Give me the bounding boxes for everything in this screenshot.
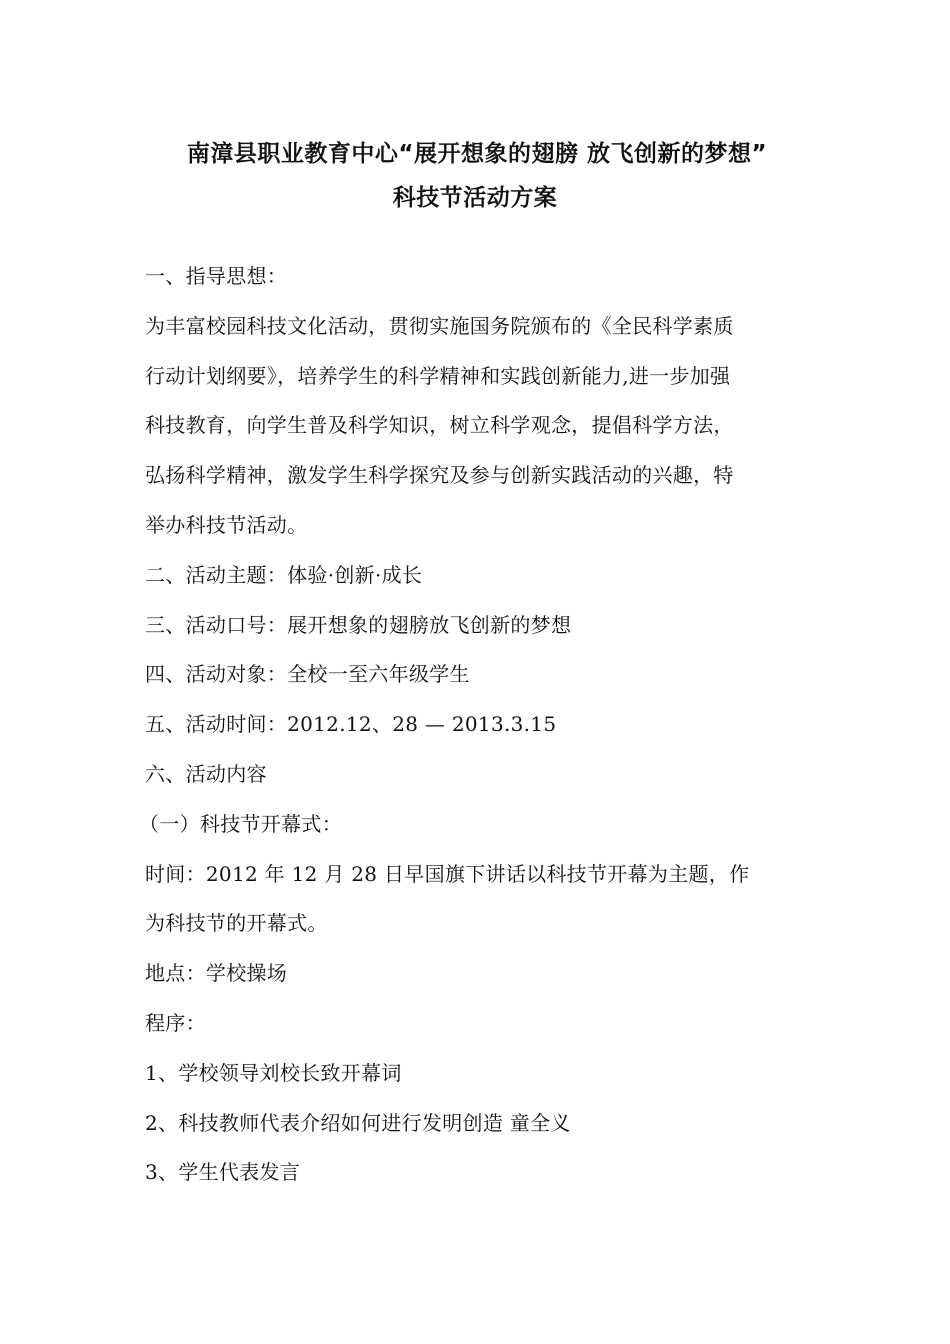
procedure-item: 3、学生代表发言 bbox=[145, 1160, 301, 1185]
section-activity-theme: 二、活动主题：体验·创新·成长 bbox=[145, 562, 423, 587]
paragraph-line: 弘扬科学精神，激发学生科学探究及参与创新实践活动的兴趣，特 bbox=[145, 463, 734, 488]
document-title bbox=[0, 132, 950, 220]
paragraph-line: 举办科技节活动。 bbox=[145, 512, 308, 537]
location-line: 地点：学校操场 bbox=[145, 961, 288, 986]
paragraph-line: 为丰富校园科技文化活动，贯彻实施国务院颁布的《全民科学素质 bbox=[145, 313, 734, 338]
title-line-2: 科技节活动方案 bbox=[392, 185, 558, 211]
paragraph-line: 科技教育，向学生普及科学知识，树立科学观念，提倡科学方法， bbox=[145, 413, 734, 438]
section-activity-slogan: 三、活动口号：展开想象的翅膀放飞创新的梦想 bbox=[145, 612, 572, 637]
paragraph-line: 行动计划纲要》，培养学生的科学精神和实践创新能力,进一步加强 bbox=[145, 363, 731, 388]
procedure-item: 1、学校领导刘校长致开幕词 bbox=[145, 1060, 402, 1085]
subsection-opening-ceremony: （一）科技节开幕式： bbox=[139, 811, 342, 836]
section-activity-time: 五、活动时间：2012.12、28 — 2013.3.15 bbox=[145, 712, 557, 737]
section-activity-target: 四、活动对象：全校一至六年级学生 bbox=[145, 662, 470, 687]
procedure-item: 2、科技教师代表介绍如何进行发明创造 童全义 bbox=[145, 1110, 571, 1135]
procedure-heading: 程序： bbox=[145, 1010, 206, 1035]
section-heading-guiding-idea: 一、指导思想： bbox=[145, 264, 288, 288]
section-activity-content: 六、活动内容 bbox=[145, 761, 267, 786]
document-body bbox=[139, 252, 815, 1198]
paragraph-line: 时间：2012 年 12 月 28 日早国旗下讲话以科技节开幕为主题，作 bbox=[145, 861, 750, 886]
paragraph-line: 为科技节的开幕式。 bbox=[145, 911, 328, 936]
title-line-1: 南漳县职业教育中心“展开想象的翅膀 放飞创新的梦想” bbox=[186, 141, 768, 167]
